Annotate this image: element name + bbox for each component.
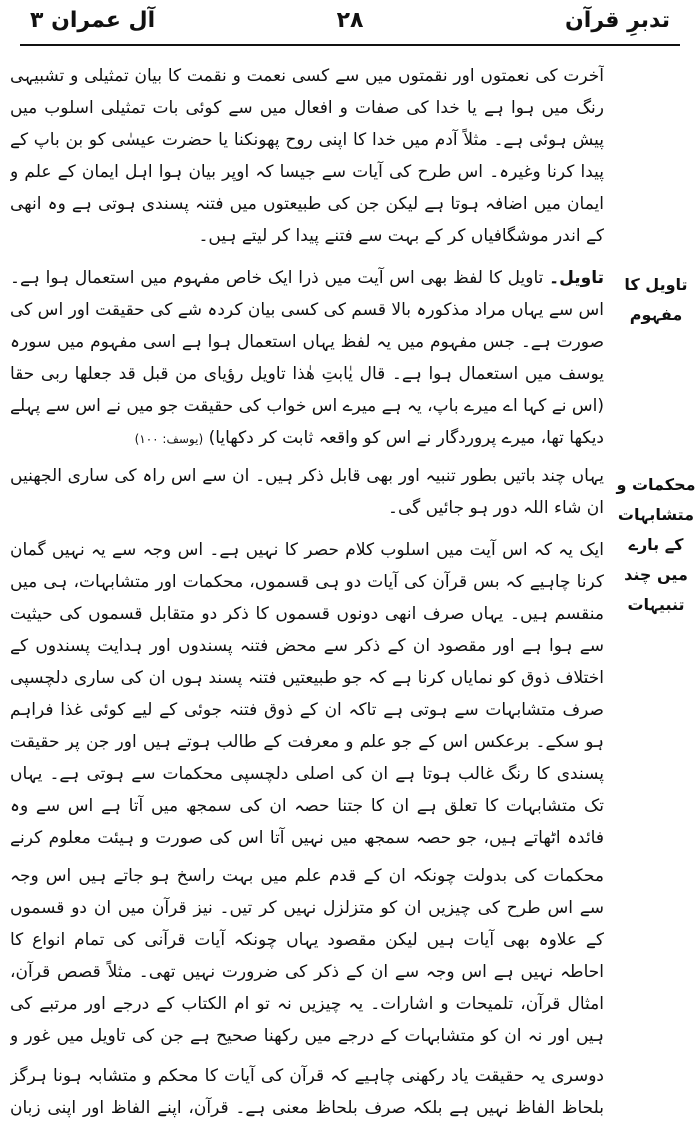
paragraph-6 — [10, 1060, 604, 1128]
section-lead-taweel: تاویل۔ — [549, 268, 604, 288]
paragraph-4-text: ایک یہ کہ اس آیت میں اسلوب کلام حصر کا نہیں ہے۔ اس وجہ سے یہ نہیں گمان کرنا چاہیے کہ بس قرآن کی آیات دو ہی قسموں، محکمات اور متشابہات، ہی میں منقسم ہیں۔ یہاں صرف انھی دونوں قسموں کا ذکر دو متقابل قسموں کی حیثیت سے ہوا ہے اور مقصود ان کے ذکر سے محض فتنہ پسندوں اور ہدایت پسندوں کے اختلاف ذوق کو نمایاں کرنا ہے کہ جو طبیعتیں فتنہ پسند ہوں ان کی ساری دلچسپی صرف متشابہات سے ہوتی ہے تاکہ ان کے ذوق فتنہ جوئی کے لیے کوئی غذا فراہم ہو سکے۔ برعکس اس کے جو علم و معرفت کے طالب ہوتے ہیں اور جن پر حقیقت پسندی کا رنگ غالب ہوتا ہے ان کی اصلی دلچسپی محکمات سے ہوتی ہے۔ یہاں تک متشابہات کا تعلق ہے ان کا جتنا حصہ ان کی سمجھ میں آتا ہے اس سے وہ فائدہ اٹھاتے ہیں، جو حصہ سمجھ میں نہیں آتا اس کی صورت و ہیئت معلوم کرنے — [10, 540, 604, 848]
paragraph-1-text: آخرت کی نعمتوں اور نقمتوں میں سے کسی نعمت و نقمت کا بیان تمثیلی و تشبیہی رنگ میں ہوا ہے یا خدا کی صفات و افعال میں سے کوئی بات تمثیلی اسلوب میں پیش ہوئی ہے۔ مثلاً آدم میں خدا کا اپنی روح پھونکنا یا حضرت عیسٰی کو بن باپ کے پیدا کرنا وغیرہ۔ اس طرح کی آیات سے جیسا کہ اوپر بیان ہوا اہل ایمان کے علم و ایمان میں اضافہ ہوتا ہے لیکن جن کی طبیعتوں میں فتنہ پسندی ہوتی ہے وہ انھی کے اندر موشگافیاں کر کے بہت سے فتنے پیدا کر لیتے ہیں۔ — [10, 66, 604, 246]
paragraph-1 — [10, 60, 604, 256]
page-header — [20, 4, 680, 46]
margin-note-tanbeehat: محکمات و متشابہات کے بارے میں چند تنبیہات — [616, 475, 696, 614]
page-number: ۲۸ — [336, 8, 364, 33]
verse-reference: (یوسف: ۱۰۰) — [134, 432, 204, 446]
book-title: تدبرِ قرآن — [565, 8, 670, 33]
paragraph-3 — [10, 460, 604, 524]
paragraph-4 — [10, 534, 604, 854]
paragraph-3-text: یہاں چند باتیں بطور تنبیہ اور بھی قابل ذکر ہیں۔ ان سے اس راہ کی ساری الجھنیں ان شاء اللہ دور ہو جائیں گی۔ — [10, 466, 604, 518]
margin-note-taweel: تاویل کا مفہوم — [624, 275, 688, 324]
paragraph-2-text: تاویل کا لفظ بھی اس آیت میں ذرا ایک خاص مفہوم میں استعمال ہوا ہے۔ اس سے یہاں مراد مذکورہ بالا قسم کی کسی بیان کردہ شے کی حقیقت اور اس کی صورت ہے۔ جس مفہوم میں یہ لفظ یہاں استعمال ہوا ہے اسی مفہوم میں سورہ یوسف میں استعمال ہوا ہے۔ قال یٰابتِ ھٰذا تاویل رؤیای من قبل قد جعلھا ربی حقا (اس نے کہا اے میرے باپ، یہ ہے میرے اس خواب کی حقیقت جو میں نے اس سے پہلے دیکھا تھا، میرے پروردگار نے اس کو واقعہ ثابت کر دکھایا) — [10, 268, 604, 448]
surah-title: آل عمران ۳ — [30, 8, 156, 33]
paragraph-6-text: دوسری یہ حقیقت یاد رکھنی چاہیے کہ قرآن کی آیات کا محکم و متشابہ ہونا ہرگز بلحاظ الفاظ نہیں ہے بلکہ صرف بلحاظ معنی ہے۔ قرآن، اپنے الفاظ اور اپنی زبان — [10, 1066, 604, 1118]
paragraph-2 — [10, 262, 604, 450]
paragraph-5-text: محکمات کی بدولت چونکہ ان کے قدم علم میں بہت راسخ ہو جاتے ہیں اس وجہ سے اس طرح کی چیزیں ان کو متزلزل نہیں کر تیں۔ نیز قرآن میں ان دو قسموں کے علاوہ بھی آیات ہیں لیکن مقصود یہاں چونکہ آیات قرآنی کی تمام انواع کا احاطہ نہیں ہے اس وجہ سے ان کے ذکر کی ضرورت نہیں تھی۔ مثلاً قصص قرآن، امثال قرآن، تلمیحات و اشارات۔ یہ چیزیں نہ تو ام الکتاب کے درجے اور مرتبے کی ہیں اور نہ ان کو متشابہات کے درجے میں رکھنا صحیح ہے جن کی تاویل میں غور و — [10, 866, 604, 1046]
paragraph-5 — [10, 860, 604, 1050]
